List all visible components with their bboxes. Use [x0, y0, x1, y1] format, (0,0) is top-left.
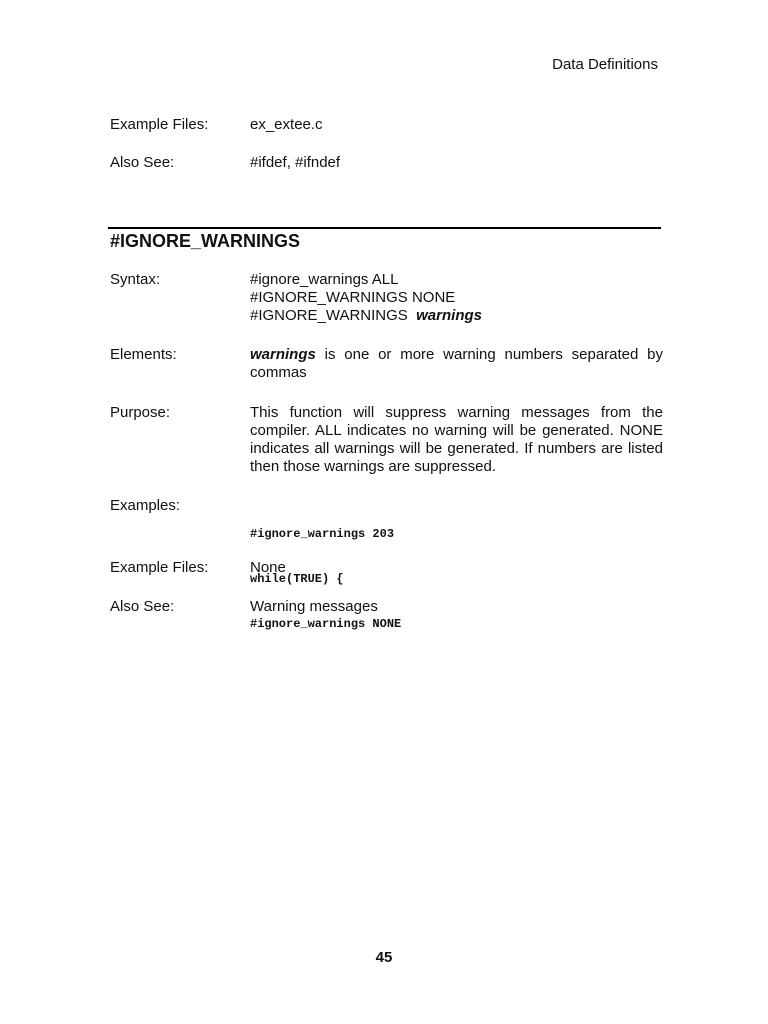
- section-divider: [108, 227, 661, 229]
- purpose-text: This function will suppress warning messages from the compiler. ALL indicates no warning will be generated. NONE indicates all warnings will be generated. If numbers are listed then those warnings are suppressed.: [250, 404, 663, 475]
- code-line-1: #ignore_warnings 203: [250, 527, 395, 541]
- syntax-label: Syntax:: [110, 271, 161, 288]
- purpose-row: [110, 404, 663, 476]
- elements-text: is one or more warning numbers separated by commas: [250, 346, 663, 381]
- also-see-value: Warning messages: [250, 598, 378, 615]
- running-header: Data Definitions: [552, 56, 658, 73]
- elements-term: warnings: [250, 346, 316, 363]
- prev-also-see-label: Also See:: [110, 154, 175, 171]
- example-files-row: [110, 559, 663, 577]
- syntax-line-2: #IGNORE_WARNINGS NONE: [250, 289, 456, 306]
- example-files-label: Example Files:: [110, 559, 209, 576]
- syntax-line-1: #ignore_warnings ALL: [250, 271, 399, 288]
- page-number: 45: [375, 949, 393, 966]
- code-line-2: while(TRUE) {: [250, 572, 344, 586]
- syntax-line-3: [250, 307, 663, 325]
- syntax-value: [250, 271, 663, 325]
- example-files-value: None: [250, 559, 286, 576]
- elements-row: [110, 346, 663, 382]
- syntax-param: warnings: [416, 307, 482, 324]
- elements-label: Elements:: [110, 346, 177, 363]
- prev-example-files-label: Example Files:: [110, 116, 209, 133]
- also-see-label: Also See:: [110, 598, 175, 615]
- prev-also-see-value: #ifdef, #ifndef: [250, 154, 341, 171]
- syntax-line-3-text: #IGNORE_WARNINGS: [250, 307, 417, 324]
- purpose-label: Purpose:: [110, 404, 171, 421]
- code-line-3: #ignore_warnings NONE: [250, 617, 402, 631]
- syntax-row: [110, 271, 663, 325]
- elements-value: [250, 346, 663, 382]
- prev-example-files-value: ex_extee.c: [250, 116, 323, 133]
- section-title: #IGNORE_WARNINGS: [110, 231, 301, 251]
- examples-code: [250, 497, 663, 662]
- examples-label: Examples:: [110, 497, 181, 514]
- prev-also-see-row: [110, 154, 663, 172]
- examples-row: [110, 497, 663, 662]
- also-see-row: [110, 598, 663, 616]
- prev-example-files-row: [110, 116, 663, 134]
